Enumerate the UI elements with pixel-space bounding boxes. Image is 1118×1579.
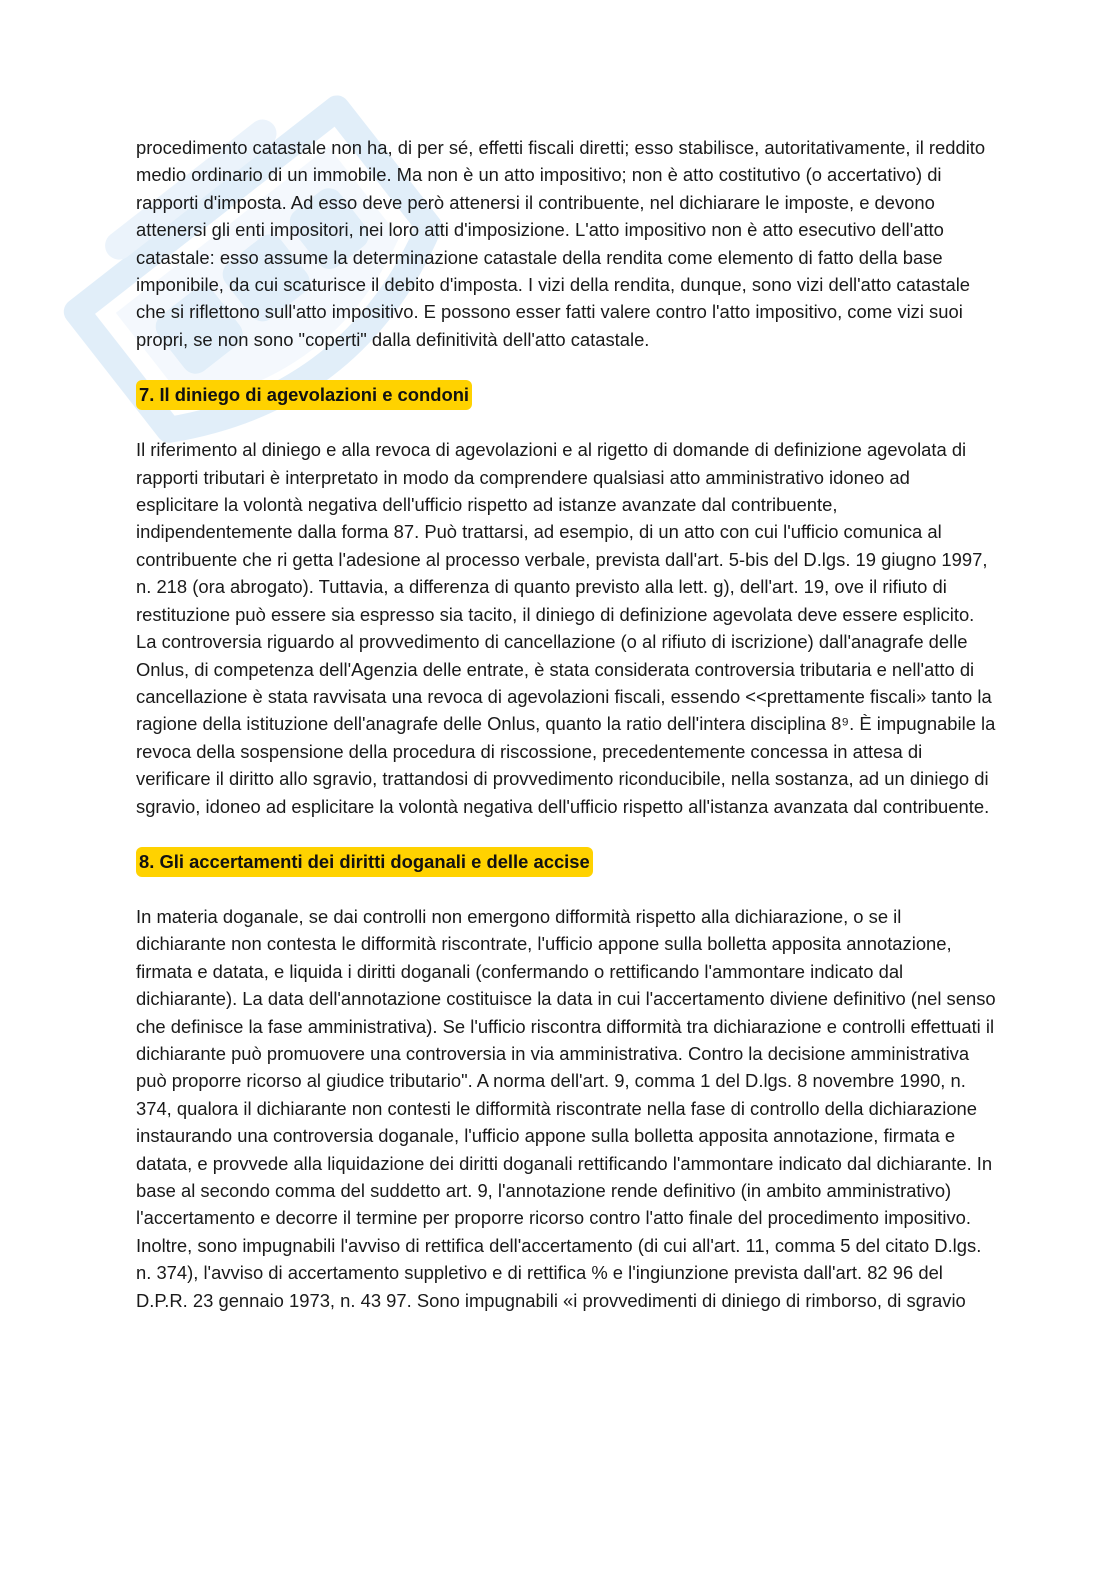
paragraph-doganale: In materia doganale, se dai controlli non emergono difformità rispetto alla dichiarazione, o se il dichiarante non contesta le difformità riscontrate, l'ufficio appone sulla bolletta apposita annotazione, firmata e datata, e liquida i diritti doganali (confermando o rettificando l'ammontare indicato dal dichiarante). La data dell'annotazione costituisce la data in cui l'accertamento diviene definitivo (nel senso che definisce la fase amministrativa). Se l'ufficio riscontra difformità tra dichiarazione e controlli effettuati il dichiarante può promuovere una controversia in via amministrativa. Contro la decisione amministrativa può proporre ricorso al giudice tributario". A norma dell'art. 9, comma 1 del D.lgs. 8 novembre 1990, n. 374, qualora il dichiarante non contesti le difformità riscontrate nella fase di controllo della dichiarazione instaurando una controversia doganale, l'ufficio appone sulla bolletta apposita annotazione, firmata e datata, e provvede alla liquidazione dei diritti doganali rettificando l'ammontare indicato dal dichiarante. In base al secondo comma del suddetto art. 9, l'annotazione rende definitivo (in ambito amministrativo) l'accertamento e decorre il termine per proporre ricorso contro l'atto finale del procedimento impositivo. Inoltre, sono impugnabili l'avviso di rettifica dell'accertamento (di cui all'art. 11, comma 5 del citato D.lgs. n. 374), l'avviso di accertamento suppletivo e di rettifica % e l'ingiunzione prevista dall'art. 82 96 del D.P.R. 23 gennaio 1973, n. 43 97. Sono impugnabili «i provvedimenti di diniego di rimborso, di sgravio xyxy=(136,905,996,1311)
document-body xyxy=(136,134,996,1314)
section-heading-7 xyxy=(136,380,996,410)
section-heading-8 xyxy=(136,847,996,877)
paragraph-catasto: procedimento catastale non ha, di per sé, effetti fiscali diretti; esso stabilisce, autoritativamente, il reddito medio ordinario di un immobile. Ma non è un atto impositivo; non è atto costitutivo (o accertativo) di rapporti d'imposta. Ad esso deve però attenersi il contribuente, nel dichiarare le imposte, e devono attenersi gli enti impositori, nei loro atti d'imposizione. L'atto impositivo non è atto esecutivo dell'atto catastale: esso assume la determinazione catastale della rendita come elemento di fatto della base imponibile, da cui scaturisce il debito d'imposta. I vizi della rendita, dunque, sono vizi dell'atto catastale che si riflettono sull'atto impositivo. E possono esser fatti valere contro l'atto impositivo, come vizi suoi propri, se non sono "coperti" dalla definitività dell'atto catastale. xyxy=(136,137,986,350)
heading-diritti-doganali: 8. Gli accertamenti dei diritti doganali e delle accise xyxy=(136,847,593,877)
paragraph-diniego: Il riferimento al diniego e alla revoca di agevolazioni e al rigetto di domande di definizione agevolata di rapporti tributari è interpretato in modo da comprendere qualsiasi atto amministrativo idoneo ad esplicitare la volontà negativa dell'ufficio rispetto ad istanze avanzate dal contribuente, indipendentemente dalla forma 87. Può trattarsi, ad esempio, di un atto con cui l'ufficio comunica al contribuente che ri getta l'adesione al processo verbale, prevista dall'art. 5-bis del D.lgs. 19 giugno 1997, n. 218 (ora abrogato). Tuttavia, a differenza di quanto previsto alla lett. g), dell'art. 19, ove il rifiuto di restituzione può essere sia espresso sia tacito, il diniego di definizione agevolata deve essere esplicito. La controversia riguardo al provvedimento di cancellazione (o al rifiuto di iscrizione) dall'anagrafe delle Onlus, di competenza dell'Agenzia delle entrate, è stata considerata controversia tributaria e nell'atto di cancellazione è stata ravvisata una revoca di agevolazioni fiscali, essendo <<prettamente fiscali» tanto la ragione della istituzione dell'anagrafe delle Onlus, quanto la ratio dell'intera disciplina 8⁹. È impugnabile la revoca della sospensione della procedura di riscossione, precedentemente concessa in attesa di verificare il diritto allo sgravio, trattandosi di provvedimento riconducibile, nella sostanza, ad un diniego di sgravio, idoneo ad esplicitare la volontà negativa dell'ufficio rispetto all'istanza avanzata dal contribuente. xyxy=(136,439,996,817)
heading-diniego-agevolazioni: 7. Il diniego di agevolazioni e condoni xyxy=(136,380,472,410)
